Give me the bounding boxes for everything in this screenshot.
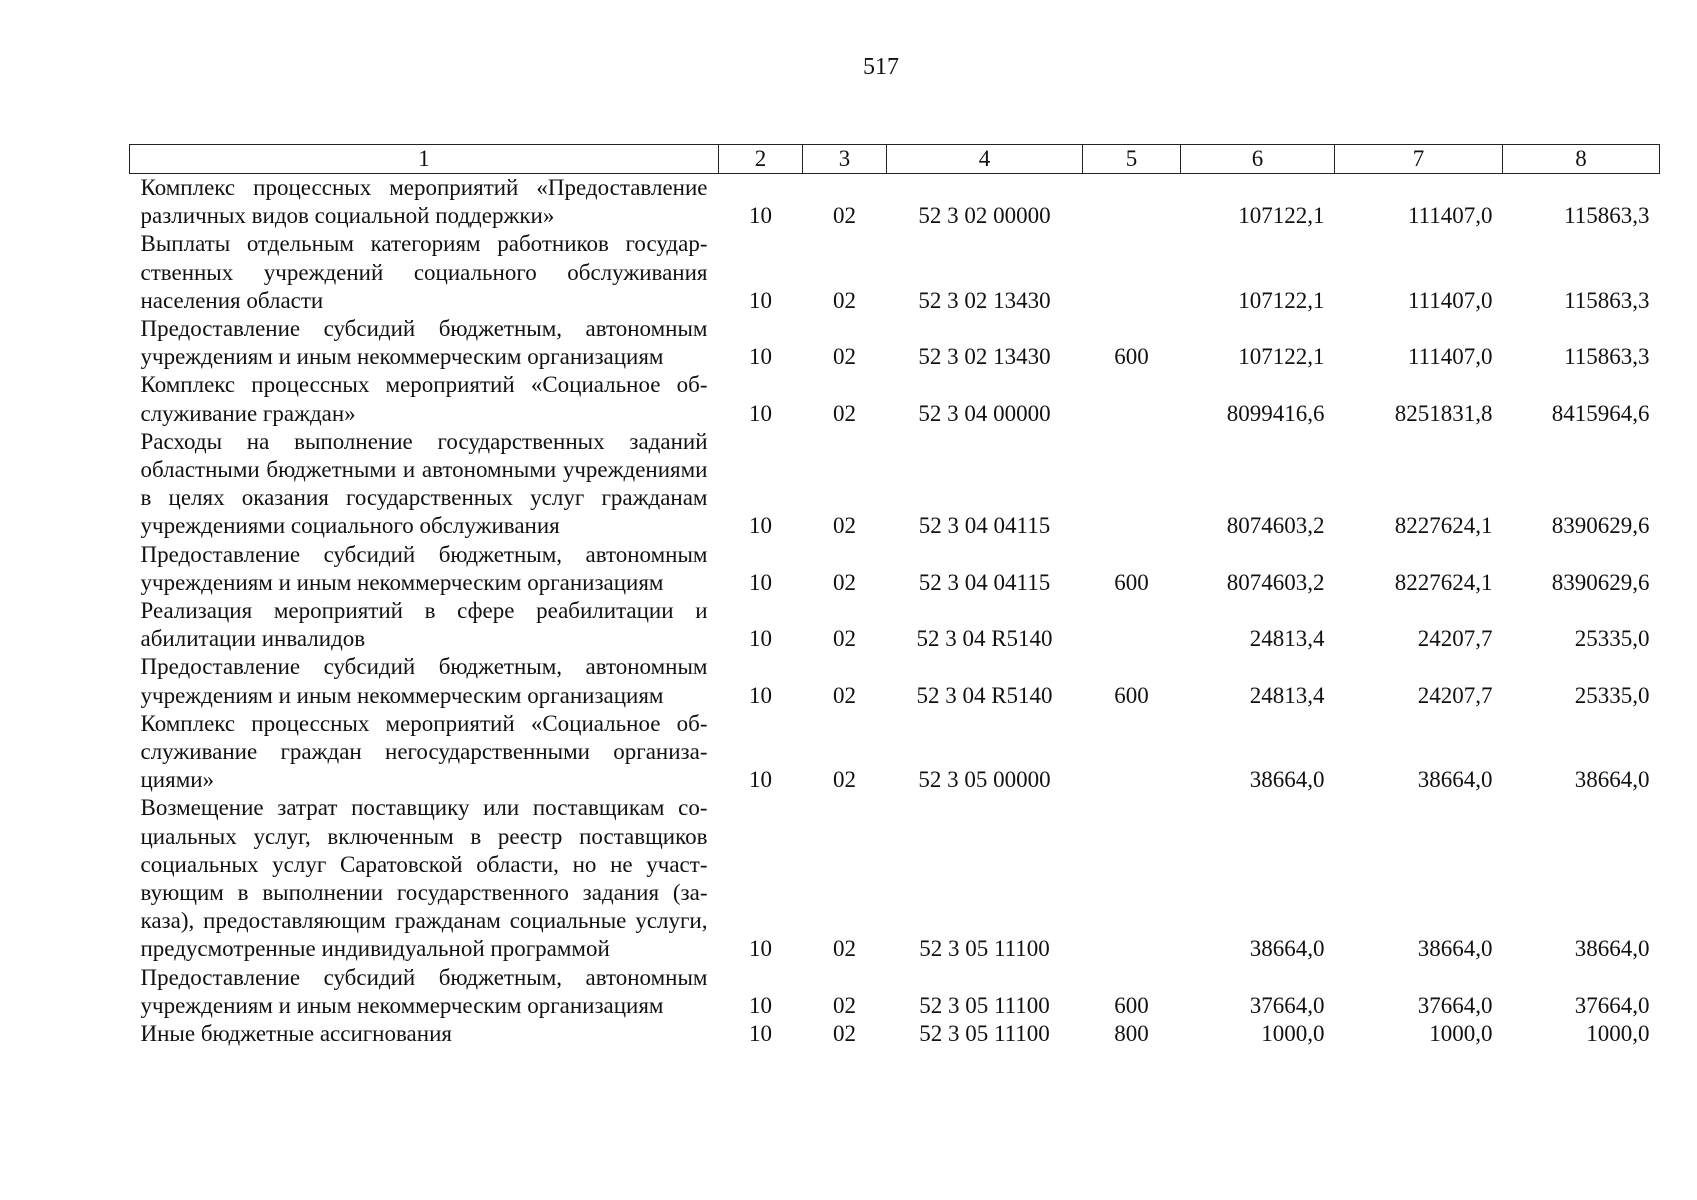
row-name-cell: Предоставление субсидий бюджетным, автономным учреждениям и иным некоммерческим организациям	[140, 541, 708, 595]
row-name-cell: Комплекс процессных мероприятий «Социальное обслуживание граждан»	[140, 372, 708, 426]
section-code-cell: 10	[749, 1021, 772, 1047]
row-name-cell: Предоставление субсидий бюджетным, автономным учреждениям и иным некоммерческим организациям	[140, 316, 708, 370]
amount-cell: 24813,4	[1249, 626, 1325, 652]
subsection-code-cell: 02	[833, 287, 856, 313]
section-code-cell: 10	[749, 682, 772, 708]
target-article-cell: 52 3 05 11100	[919, 936, 1050, 962]
amount-cell: 24207,7	[1417, 626, 1493, 652]
amount-cell: 1000,0	[1586, 1021, 1650, 1047]
table-row	[130, 371, 1660, 427]
amount-cell: 111407,0	[1407, 203, 1493, 229]
column-header: 2	[719, 145, 803, 174]
row-name-cell: Расходы на выполнение государственных заданий областными бюджетными и автономными учреждениями в целях оказания государственных услуг гражданам учреждениями социального обслуживания	[140, 428, 708, 539]
amount-cell: 107122,1	[1238, 203, 1325, 229]
section-code-cell: 10	[749, 513, 772, 539]
target-article-cell: 52 3 04 00000	[918, 400, 1051, 426]
subsection-code-cell: 02	[833, 569, 856, 595]
subsection-code-cell: 02	[833, 992, 856, 1018]
target-article-cell: 52 3 04 04115	[918, 569, 1051, 595]
table-row	[130, 315, 1660, 371]
table-row	[130, 428, 1660, 541]
amount-cell: 111407,0	[1407, 287, 1493, 313]
amount-cell: 37664,0	[1417, 992, 1493, 1018]
table-row	[130, 174, 1660, 231]
target-article-cell: 52 3 05 11100	[919, 992, 1050, 1018]
expense-type-cell: 600	[1114, 569, 1149, 595]
expense-type-cell	[1083, 794, 1181, 963]
expense-type-cell	[1083, 230, 1181, 315]
budget-table	[129, 144, 1660, 1048]
amount-cell: 8390629,6	[1551, 569, 1650, 595]
amount-cell: 8251831,8	[1394, 400, 1493, 426]
subsection-code-cell: 02	[833, 203, 856, 229]
amount-cell: 8415964,6	[1551, 400, 1650, 426]
section-code-cell: 10	[749, 626, 772, 652]
subsection-code-cell: 02	[833, 936, 856, 962]
amount-cell: 37664,0	[1574, 992, 1650, 1018]
expense-type-cell	[1083, 428, 1181, 541]
expense-type-cell	[1083, 371, 1181, 427]
target-article-cell: 52 3 04 R5140	[916, 682, 1053, 708]
target-article-cell: 52 3 04 R5140	[916, 626, 1053, 652]
column-header: 4	[887, 145, 1083, 174]
row-name-cell: Возмещение затрат поставщику или поставщикам социальных услуг, включенным в реестр поставщиков социальных услуг Саратовской области, но не участвующим в выполнении государственного задания (заказа), предоставляющим гражданам социальные услуги, предусмотренные индивидуальной программой	[140, 795, 708, 962]
amount-cell: 115863,3	[1564, 287, 1650, 313]
amount-cell: 24207,7	[1417, 682, 1493, 708]
target-article-cell: 52 3 04 04115	[918, 513, 1051, 539]
amount-cell: 8227624,1	[1394, 513, 1493, 539]
amount-cell: 25335,0	[1574, 682, 1650, 708]
table-row	[130, 597, 1660, 653]
subsection-code-cell: 02	[833, 513, 856, 539]
expense-type-cell	[1083, 174, 1181, 231]
table-row	[130, 541, 1660, 597]
table-row	[130, 230, 1660, 315]
row-name-cell: Комплекс процессных мероприятий «Предоставление различных видов социальной поддержки»	[140, 175, 708, 229]
amount-cell: 38664,0	[1574, 936, 1650, 962]
row-name-cell: Предоставление субсидий бюджетным, автономным учреждениям и иным некоммерческим организациям	[140, 654, 708, 708]
amount-cell: 38664,0	[1249, 936, 1325, 962]
page-number: 517	[863, 54, 899, 80]
amount-cell: 111407,0	[1407, 344, 1493, 370]
amount-cell: 38664,0	[1417, 767, 1493, 793]
amount-cell: 115863,3	[1564, 344, 1650, 370]
table-row	[130, 653, 1660, 709]
table-row	[130, 964, 1660, 1020]
amount-cell: 1000,0	[1261, 1021, 1325, 1047]
expense-type-cell: 600	[1114, 992, 1149, 1018]
amount-cell: 115863,3	[1564, 203, 1650, 229]
amount-cell: 38664,0	[1574, 767, 1650, 793]
target-article-cell: 52 3 05 11100	[919, 1021, 1050, 1047]
section-code-cell: 10	[749, 992, 772, 1018]
amount-cell: 8074603,2	[1226, 569, 1325, 595]
subsection-code-cell: 02	[833, 626, 856, 652]
expense-type-cell: 600	[1114, 344, 1149, 370]
amount-cell: 37664,0	[1249, 992, 1325, 1018]
target-article-cell: 52 3 02 13430	[918, 287, 1051, 313]
amount-cell: 107122,1	[1238, 287, 1325, 313]
expense-type-cell: 600	[1114, 682, 1149, 708]
amount-cell: 8099416,6	[1226, 400, 1325, 426]
section-code-cell: 10	[749, 569, 772, 595]
section-code-cell: 10	[749, 203, 772, 229]
table-row	[130, 1020, 1660, 1048]
column-header: 6	[1181, 145, 1335, 174]
section-code-cell: 10	[749, 936, 772, 962]
expense-type-cell	[1083, 597, 1181, 653]
section-code-cell: 10	[749, 287, 772, 313]
section-code-cell: 10	[749, 400, 772, 426]
expense-type-cell	[1083, 710, 1181, 795]
column-header: 7	[1335, 145, 1503, 174]
subsection-code-cell: 02	[833, 400, 856, 426]
column-header: 3	[803, 145, 887, 174]
amount-cell: 24813,4	[1249, 682, 1325, 708]
amount-cell: 38664,0	[1249, 767, 1325, 793]
table-header-row	[130, 145, 1660, 174]
table-row	[130, 710, 1660, 795]
table-body	[130, 174, 1660, 1049]
subsection-code-cell: 02	[833, 767, 856, 793]
amount-cell: 8227624,1	[1394, 569, 1493, 595]
amount-cell: 107122,1	[1238, 344, 1325, 370]
amount-cell: 1000,0	[1429, 1021, 1493, 1047]
column-header: 5	[1083, 145, 1181, 174]
target-article-cell: 52 3 05 00000	[918, 767, 1051, 793]
amount-cell: 8390629,6	[1551, 513, 1650, 539]
amount-cell: 25335,0	[1574, 626, 1650, 652]
table-row	[130, 794, 1660, 963]
section-code-cell: 10	[749, 767, 772, 793]
amount-cell: 8074603,2	[1226, 513, 1325, 539]
subsection-code-cell: 02	[833, 682, 856, 708]
row-name-cell: Комплекс процессных мероприятий «Социальное обслуживание граждан негосударственными организациями»	[140, 710, 708, 793]
section-code-cell: 10	[749, 344, 772, 370]
row-name-cell: Реализация мероприятий в сфере реабилитации и абилитации инвалидов	[140, 598, 708, 652]
expense-type-cell: 800	[1114, 1021, 1149, 1047]
target-article-cell: 52 3 02 13430	[918, 344, 1051, 370]
subsection-code-cell: 02	[833, 1021, 856, 1047]
amount-cell: 38664,0	[1417, 936, 1493, 962]
row-name-cell: Предоставление субсидий бюджетным, автономным учреждениям и иным некоммерческим организациям	[140, 964, 708, 1018]
column-header: 8	[1503, 145, 1660, 174]
subsection-code-cell: 02	[833, 344, 856, 370]
target-article-cell: 52 3 02 00000	[918, 203, 1051, 229]
row-name-cell: Иные бюджетные ассигнования	[140, 1021, 452, 1047]
row-name-cell: Выплаты отдельным категориям работников государственных учреждений социального обслуживания населения области	[140, 231, 708, 313]
column-header: 1	[130, 145, 719, 174]
